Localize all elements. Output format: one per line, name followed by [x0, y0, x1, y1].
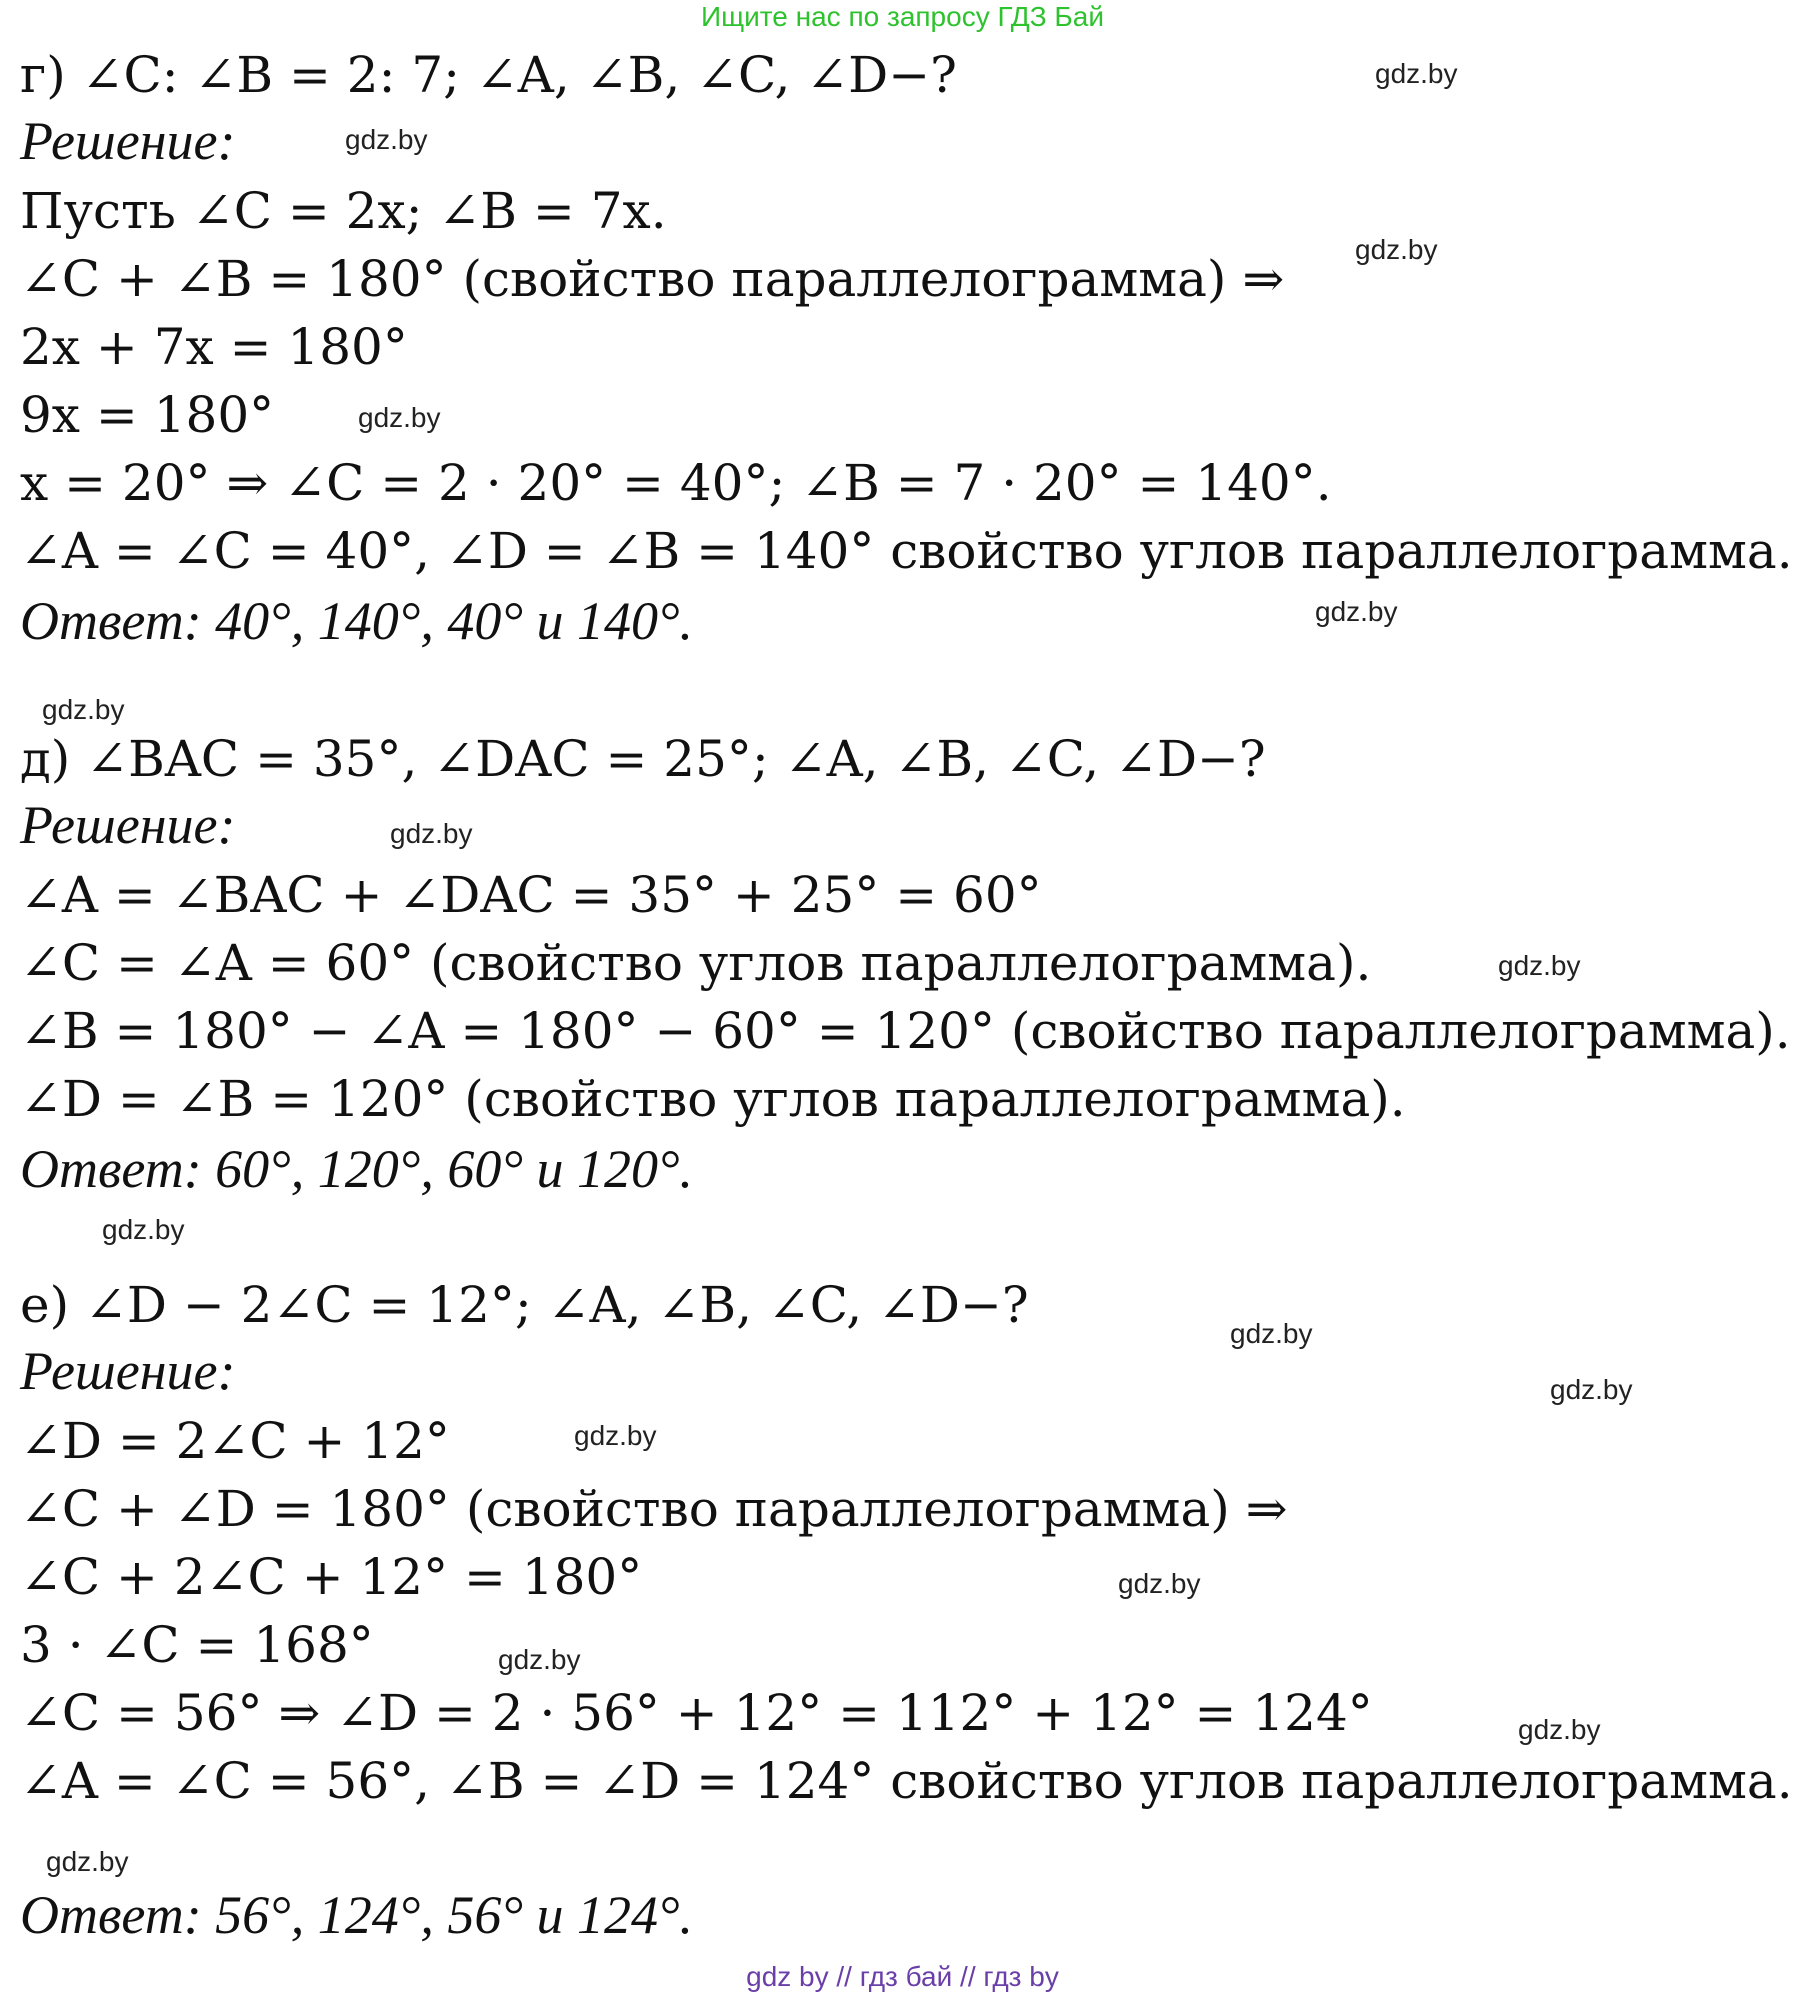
problem-d-step-3: ∠B = 180° − ∠A = 180° − 60° = 120° (свойство параллелограмма).: [20, 1002, 1791, 1060]
problem-g-answer: Ответ: 40°, 140°, 40° и 140°.: [20, 591, 694, 651]
problem-e-step-3: ∠C + 2∠C + 12° = 180°: [20, 1548, 643, 1606]
watermark: gdz.by: [1118, 1568, 1201, 1599]
problem-g-step-2: ∠C + ∠B = 180° (свойство параллелограмма) ⇒: [20, 250, 1285, 308]
problem-e-step-4: 3 · ∠C = 168°: [20, 1616, 374, 1674]
problem-d-given: д) ∠BAC = 35°, ∠DAC = 25°; ∠A, ∠B, ∠C, ∠D−?: [20, 730, 1266, 788]
problem-g-step-5: x = 20° ⇒ ∠C = 2 · 20° = 40°; ∠B = 7 · 20° = 140°.: [20, 454, 1332, 512]
watermark: gdz.by: [498, 1644, 581, 1675]
problem-d-answer: Ответ: 60°, 120°, 60° и 120°.: [20, 1139, 694, 1199]
problem-d-step-4: ∠D = ∠B = 120° (свойство углов параллелограмма).: [20, 1070, 1406, 1128]
watermark: gdz.by: [1315, 596, 1398, 627]
problem-g-step-1: Пусть ∠C = 2x; ∠B = 7x.: [20, 182, 667, 240]
watermark: gdz.by: [1518, 1714, 1601, 1745]
problem-g-step-6: ∠A = ∠C = 40°, ∠D = ∠B = 140° свойство углов параллелограмма.: [20, 522, 1793, 580]
problem-d-step-1: ∠A = ∠BAC + ∠DAC = 35° + 25° = 60°: [20, 866, 1042, 924]
watermark: gdz.by: [358, 402, 441, 433]
problem-e-step-2: ∠C + ∠D = 180° (свойство параллелограмма) ⇒: [20, 1480, 1288, 1538]
watermark: gdz.by: [102, 1214, 185, 1245]
search-banner[interactable]: Ищите нас по запросу ГДЗ Бай: [700, 1, 1105, 32]
problem-d-step-2: ∠C = ∠A = 60° (свойство углов параллелограмма).: [20, 934, 1372, 992]
watermark: gdz.by: [1355, 234, 1438, 265]
problem-g-step-3: 2x + 7x = 180°: [20, 318, 408, 376]
watermark: gdz.by: [46, 1846, 129, 1877]
problem-e-step-5: ∠C = 56° ⇒ ∠D = 2 · 56° + 12° = 112° + 12° = 124°: [20, 1684, 1373, 1742]
problem-g-step-4: 9x = 180°: [20, 386, 275, 444]
problem-e-given: е) ∠D − 2∠C = 12°; ∠A, ∠B, ∠C, ∠D−?: [20, 1276, 1029, 1334]
watermark: gdz.by: [574, 1420, 657, 1451]
watermark: gdz.by: [42, 694, 125, 725]
watermark: gdz.by: [1375, 58, 1458, 89]
problem-g-given: г) ∠C: ∠B = 2: 7; ∠A, ∠B, ∠C, ∠D−?: [20, 46, 957, 104]
problem-e-step-6: ∠A = ∠C = 56°, ∠B = ∠D = 124° свойство углов параллелограмма.: [20, 1752, 1793, 1810]
problem-e-solution-label: Решение:: [20, 1341, 236, 1401]
problem-d-solution-label: Решение:: [20, 795, 236, 855]
problem-e-answer: Ответ: 56°, 124°, 56° и 124°.: [20, 1885, 694, 1945]
watermark: gdz.by: [390, 818, 473, 849]
watermark: gdz.by: [1498, 950, 1581, 981]
watermark: gdz.by: [1230, 1318, 1313, 1349]
problem-e-step-1: ∠D = 2∠C + 12°: [20, 1412, 450, 1470]
watermark: gdz.by: [345, 124, 428, 155]
problem-g-solution-label: Решение:: [20, 111, 236, 171]
footer-links[interactable]: gdz by // гдз бай // гдз by: [746, 1961, 1059, 1992]
watermark: gdz.by: [1550, 1374, 1633, 1405]
